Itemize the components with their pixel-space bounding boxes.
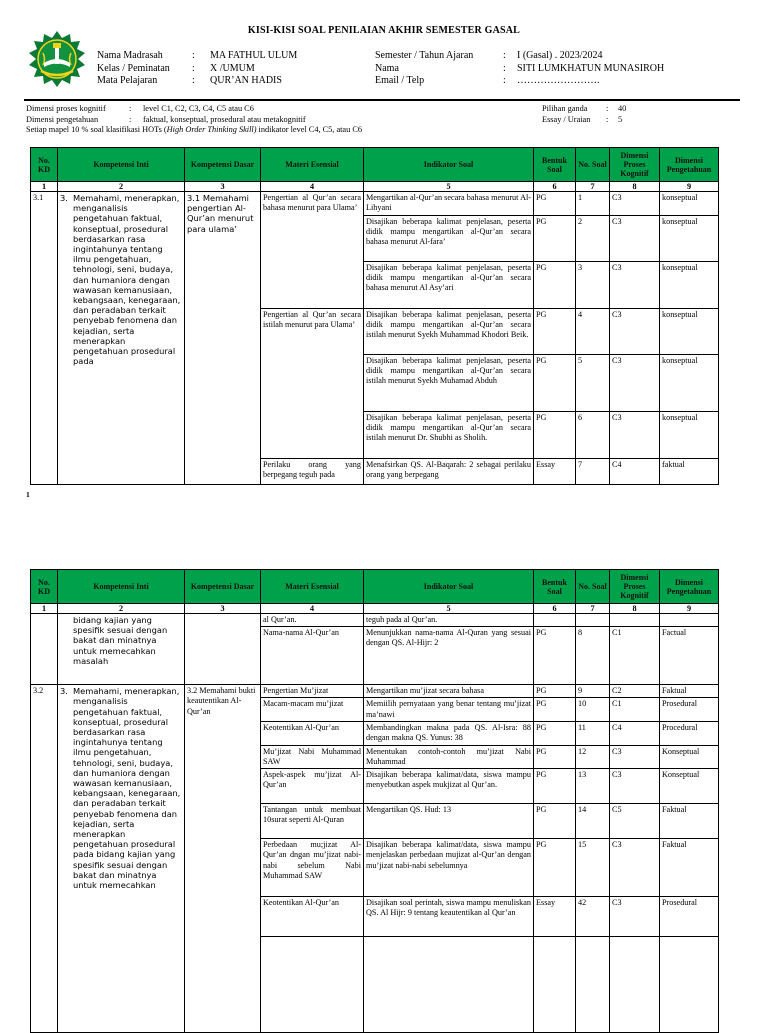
column-header: No. Soal: [576, 148, 610, 182]
dimensi-proses: C3: [610, 745, 660, 768]
meta-left: [26, 104, 362, 136]
kompetensi-dasar: 3.2 Memahami bukti keautentikan Al-Qur’an: [185, 685, 261, 1033]
dimensi-pengetahuan: faktual: [660, 459, 719, 485]
dimensi-pengetahuan: konseptual: [660, 309, 719, 355]
header-value: SITI LUMKHATUN MUNASIROH: [517, 62, 665, 74]
bentuk-soal: PG: [534, 745, 576, 768]
header-label: Email / Telp: [375, 75, 425, 86]
column-header: No. Soal: [576, 570, 610, 604]
bentuk-soal: PG: [534, 192, 576, 216]
column-header: Kompetensi Inti: [58, 148, 185, 182]
header-value: QUR’AN HADIS: [210, 75, 282, 86]
nomor-soal: 4: [576, 309, 610, 355]
table-row: [31, 685, 719, 698]
meta-pg: Pilihan ganda : 40: [542, 104, 627, 113]
column-header: Materi Esensial: [261, 570, 364, 604]
materi-esensial: Perbedaan mu;jizat Al-Qur’an dngan mu’jizat nabi-nabi sebelum Nabi Muhammad SAW: [261, 839, 364, 897]
nomor-soal: 9: [576, 685, 610, 698]
indikator-soal: Disajikan beberapa kalimat/data, siswa mampu menyebutkan aspek mukjizat al Qur’an.: [364, 769, 534, 804]
header-row-email: Email / Telp : …………………….: [375, 75, 600, 86]
bentuk-soal: PG: [534, 804, 576, 839]
meta-kognitif: Dimensi proses kognitif : level C1, C2, C3, C4, C5 atau C6: [26, 104, 254, 113]
bentuk-soal: PG: [534, 216, 576, 262]
header-row-madrasah: Nama Madrasah : MA FATHUL ULUM: [97, 50, 298, 61]
header-label: Nama: [375, 62, 399, 74]
indikator-soal: Mengartikan mu’jizat secara bahasa: [364, 685, 534, 698]
nomor-soal: 13: [576, 769, 610, 804]
header-value: X /UMUM: [210, 62, 255, 74]
header-value: I (Gasal) . 2023/2024: [517, 50, 603, 61]
column-number-row: 1 2 3 4 5 6 7 8 9: [31, 604, 719, 614]
dimensi-proses: C3: [610, 216, 660, 262]
column-header: Kompetensi Inti: [58, 570, 185, 604]
column-header: Dimensi Proses Kognitif: [610, 570, 660, 604]
dimensi-pengetahuan: Konseptual: [660, 745, 719, 768]
indikator-soal: teguh pada al Qur’an.: [364, 614, 534, 627]
bentuk-soal: Essay: [534, 897, 576, 937]
column-header: Indikator Soal: [364, 148, 534, 182]
column-header: No. KD: [31, 148, 58, 182]
header-row-semester: Semester / Tahun Ajaran : I (Gasal) . 2023/2024: [375, 50, 603, 61]
indikator-soal: Disajikan beberapa kalimat/data, siswa mampu menjelaskan perbedaan mujizat al-Qur’an dengan mu’jizat nabi-nabi sebelumnya: [364, 839, 534, 897]
materi-esensial: Perilaku orang yang berpegang teguh pada: [261, 459, 364, 485]
header-row-nama: Nama : SITI LUMKHATUN MUNASIROH: [375, 62, 665, 74]
kd-number: 3.1: [31, 192, 58, 485]
nomor-soal: 8: [576, 627, 610, 685]
bentuk-soal: PG: [534, 262, 576, 309]
header-divider: [24, 99, 740, 101]
bentuk-soal: PG: [534, 839, 576, 897]
dimensi-proses: C1: [610, 698, 660, 721]
column-header: Dimensi Pengetahuan: [660, 570, 719, 604]
dimensi-pengetahuan: Factual: [660, 627, 719, 685]
nomor-soal: 15: [576, 839, 610, 897]
kompetensi-dasar: [185, 614, 261, 685]
kemenag-logo-icon: [26, 29, 88, 89]
dimensi-proses: C4: [610, 459, 660, 485]
dimensi-proses: C4: [610, 721, 660, 745]
table-header-row: [31, 570, 719, 604]
dimensi-pengetahuan: konseptual: [660, 262, 719, 309]
indikator-soal: Membandingkan makna pada QS. Al-Isra: 88 dengan makna QS. Yunus: 38: [364, 721, 534, 745]
indikator-soal: Mengartikan QS. Hud: 13: [364, 804, 534, 839]
bentuk-soal: PG: [534, 685, 576, 698]
indikator-soal: Disajikan beberapa kalimat penjelasan, peserta didik mampu mengartikan al-Qur’an secara bahasa menurut Al Asy’ari: [364, 262, 534, 309]
column-header: Kompetensi Dasar: [185, 570, 261, 604]
header-value: MA FATHUL ULUM: [210, 50, 298, 61]
column-header: Materi Esensial: [261, 148, 364, 182]
column-header: Kompetensi Dasar: [185, 148, 261, 182]
kompetensi-inti: 3. Memahami, menerapkan, menganalisis pengetahuan faktual, konseptual, prosedural berdasarkan rasa ingintahunya tentang ilmu pengetahuan, tehnologi, seni, budaya, dan humaniora dengan wawasan kemanusiaan, kebangsaan, kenegaraan, dan peradaban terkait penyebab fenomena dan kejadian, serta menerapkan pengetahuan prosedural pada bidang kajian yang spesifik sesuai dengan bakat dan minatnya untuk memecahkan: [58, 685, 185, 1033]
dimensi-proses: C1: [610, 627, 660, 685]
header-left: [97, 50, 297, 88]
bentuk-soal: PG: [534, 698, 576, 721]
dimensi-pengetahuan: Faktual: [660, 804, 719, 839]
dimensi-proses: C3: [610, 412, 660, 459]
nomor-soal: 6: [576, 412, 610, 459]
indikator-soal: Mengartikan al-Qur’an secara bahasa menurut Al-Lihyani: [364, 192, 534, 216]
nomor-soal: 3: [576, 262, 610, 309]
dimensi-proses: C3: [610, 897, 660, 937]
header-right: [375, 50, 664, 88]
dimensi-pengetahuan: konseptual: [660, 355, 719, 412]
indikator-soal: Disajikan soal perintah, siswa mampu menuliskan QS. Al Hijr: 9 tentang keautentikan al Qur’an: [364, 897, 534, 937]
column-header: Bentuk Soal: [534, 148, 576, 182]
kompetensi-dasar: 3.1 Memahami pengertian Al-Qur’an menurut para ulama’: [185, 192, 261, 485]
kd-number: 3.2: [31, 685, 58, 1033]
dimensi-pengetahuan: konseptual: [660, 192, 719, 216]
nomor-soal: 14: [576, 804, 610, 839]
nomor-soal: 5: [576, 355, 610, 412]
indikator-soal: Disajikan beberapa kalimat penjelasan, peserta didik mampu mengartikan al-Qur’an secara istilah menurut Dr. Shubhi as Sholih.: [364, 412, 534, 459]
materi-esensial: Aspek-aspek mu’jizat Al-Qur’an: [261, 769, 364, 804]
nomor-soal: 12: [576, 745, 610, 768]
nomor-soal: 10: [576, 698, 610, 721]
header-row-mapel: Mata Pelajaran : QUR’AN HADIS: [97, 75, 282, 86]
dimensi-pengetahuan: konseptual: [660, 412, 719, 459]
bentuk-soal: PG: [534, 721, 576, 745]
nomor-soal: 11: [576, 721, 610, 745]
table-header-row: [31, 148, 719, 182]
header-label: Semester / Tahun Ajaran: [375, 50, 474, 61]
dimensi-proses: C5: [610, 804, 660, 839]
dimensi-proses: C3: [610, 309, 660, 355]
kisi-kisi-table-page1: [30, 147, 719, 485]
column-header: Dimensi Proses Kognitif: [610, 148, 660, 182]
bentuk-soal: PG: [534, 412, 576, 459]
dimensi-proses: C3: [610, 192, 660, 216]
nomor-soal: 1: [576, 192, 610, 216]
materi-esensial: Macam-macam mu’jizat: [261, 698, 364, 721]
page-title: KISI-KISI SOAL PENILAIAN AKHIR SEMESTER GASAL: [247, 25, 521, 36]
materi-esensial: Keotentikan Al-Qur’an: [261, 897, 364, 937]
header-label: Mata Pelajaran: [97, 75, 158, 86]
indikator-soal: Menunjukkan nama-nama Al-Quran yang sesuai dengan QS. Al-Hijr: 2: [364, 627, 534, 685]
meta-hots: Setiap mapel 10 % soal klasifikasi HOTs (High Order Thinking Skill) indikator level C4, C5, atau C6: [26, 125, 363, 134]
indikator-soal: Menafsirkan QS. Al-Baqarah: 2 sebagai perilaku orang yang berpegang: [364, 459, 534, 485]
dimensi-pengetahuan: Konseptual: [660, 769, 719, 804]
column-number-row: 1 2 3 4 5 6 7 8 9: [31, 182, 719, 192]
dimensi-pengetahuan: Prosedural: [660, 897, 719, 937]
materi-esensial: Pengertian al Qur’an secara istilah menurut para Ulama’: [261, 309, 364, 459]
header-label: Kelas / Peminatan: [97, 62, 170, 74]
indikator-soal: Disajikan beberapa kalimat penjelasan, peserta didik mampu mengartikan al-Qur’an secara istilah menurut Syekh Muhamad Abduh: [364, 355, 534, 412]
column-header: Bentuk Soal: [534, 570, 576, 604]
bentuk-soal: PG: [534, 355, 576, 412]
kisi-kisi-table-page2: [30, 569, 719, 1033]
nomor-soal: 7: [576, 459, 610, 485]
dimensi-proses: C2: [610, 685, 660, 698]
dimensi-proses: C3: [610, 769, 660, 804]
header-label: Nama Madrasah: [97, 50, 163, 61]
page-number: 1: [26, 490, 30, 499]
materi-esensial: Pengertian al Qur’an secara bahasa menurut para Ulama’: [261, 192, 364, 309]
bentuk-soal: PG: [534, 627, 576, 685]
indikator-soal: Disajikan beberapa kalimat penjelasan, peserta didik mampu mengartikan al-Qur’an secara istilah menurut Syekh Muhammad Khodori Beik.: [364, 309, 534, 355]
meta-essay: Essay / Uraian : 5: [542, 114, 623, 124]
header-row-kelas: Kelas / Peminatan : X /UMUM: [97, 62, 255, 74]
table-row: [31, 614, 719, 627]
indikator-soal: Disajikan beberapa kalimat penjelasan, peserta didik mampu mengartikan al-Qur’an secara bahasa menurut Al-fara’: [364, 216, 534, 262]
materi-esensial: Nama-nama Al-Qur’an: [261, 627, 364, 685]
nomor-soal: 42: [576, 897, 610, 937]
indikator-soal: Memiilih pernyataan yang benar tentang mu’jizat ma’nawi: [364, 698, 534, 721]
materi-esensial: Tantangan untuk membuat 10surat seperti Al-Quran: [261, 804, 364, 839]
header-value: …………………….: [517, 75, 600, 86]
meta-right: [542, 104, 626, 125]
column-header: No. KD: [31, 570, 58, 604]
materi-esensial: al Qur’an.: [261, 614, 364, 627]
kompetensi-inti: 3. Memahami, menerapkan, menganalisis pengetahuan faktual, konseptual, prosedural berdasarkan rasa ingintahunya tentang ilmu pengetahuan, tehnologi, seni, budaya, dan humaniora dengan wawasan kemanusiaan, kebangsaan, kenegaraan, dan peradaban terkait penyebab fenomena dan kejadian, serta menerapkan pengetahuan prosedural pada: [58, 192, 185, 485]
dimensi-pengetahuan: Faktual: [660, 839, 719, 897]
kd-number: [31, 614, 58, 685]
materi-esensial: Pengertian Mu’jizat: [261, 685, 364, 698]
dimensi-proses: C3: [610, 355, 660, 412]
kompetensi-inti-continued: bidang kajian yang spesifik sesuai dengan bakat dan minatnya untuk memecahkan masalah: [58, 614, 185, 685]
dimensi-pengetahuan: konseptual: [660, 216, 719, 262]
materi-esensial: Keotentikan Al-Qur’an: [261, 721, 364, 745]
dimensi-pengetahuan: Faktual: [660, 685, 719, 698]
nomor-soal: 2: [576, 216, 610, 262]
column-header: Dimensi Pengetahuan: [660, 148, 719, 182]
indikator-soal: Menentukan contoh-contoh mu’jizat Nabi Muhammad: [364, 745, 534, 768]
dimensi-proses: C3: [610, 262, 660, 309]
bentuk-soal: Essay: [534, 459, 576, 485]
bentuk-soal: PG: [534, 769, 576, 804]
materi-esensial: Mu’jizat Nabi Muhammad SAW: [261, 745, 364, 768]
dimensi-pengetahuan: Prosedural: [660, 698, 719, 721]
bentuk-soal: PG: [534, 309, 576, 355]
dimensi-pengetahuan: Procedural: [660, 721, 719, 745]
table-row: [31, 192, 719, 216]
meta-pengetahuan: Dimensi pengetahuan : faktual, konseptual, prosedural atau metakognitif: [26, 114, 306, 124]
column-header: Indikator Soal: [364, 570, 534, 604]
dimensi-proses: C3: [610, 839, 660, 897]
